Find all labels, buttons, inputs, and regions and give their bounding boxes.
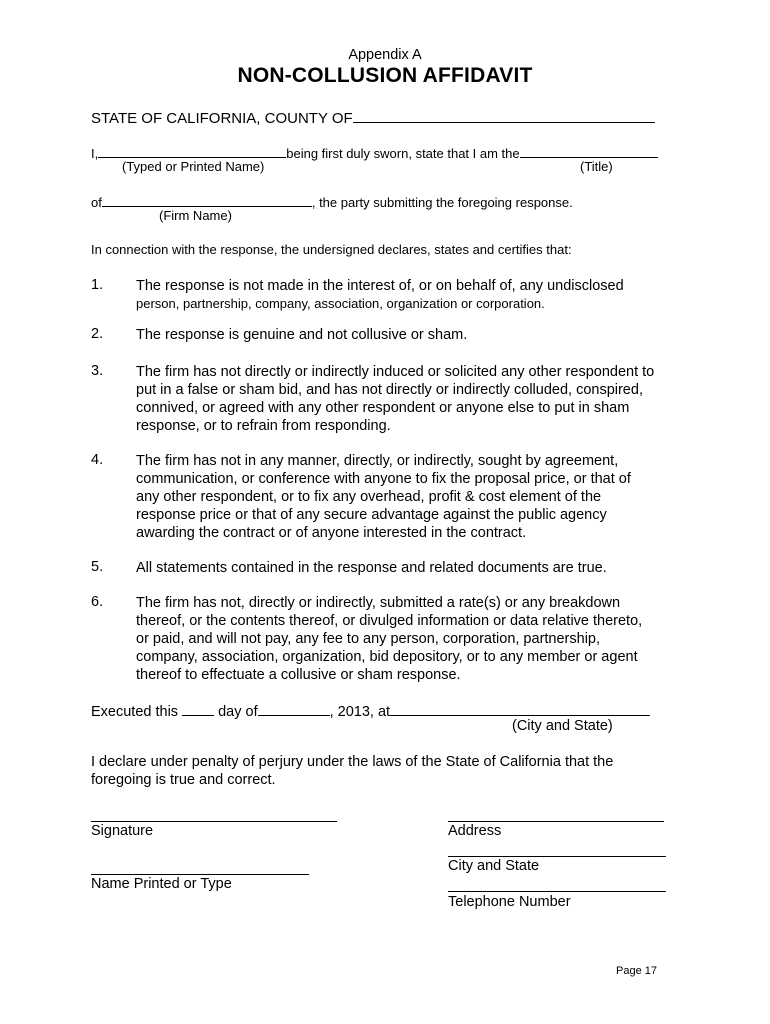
item-line: any other respondent, or to fix any overhead, profit & cost element of the — [136, 489, 602, 505]
city-state-caption: (City and State) — [512, 718, 613, 734]
executed-city-blank[interactable] — [390, 701, 650, 716]
city-state-line[interactable] — [448, 856, 666, 857]
name-caption: (Typed or Printed Name) — [122, 159, 265, 174]
item-line: person, partnership, company, association, organization or corporation. — [136, 296, 545, 311]
page-number: Page 17 — [616, 965, 657, 977]
item-line: communication, or conference with anyone to fix the proposal price, or that of — [136, 471, 631, 487]
firm-blank[interactable] — [102, 192, 312, 207]
item-number: 6. — [91, 594, 104, 610]
item-line: thereof, or the contents thereof, or divulged information or data relative thereto, — [136, 613, 643, 629]
telephone-line[interactable] — [448, 891, 666, 892]
address-line[interactable] — [448, 821, 664, 822]
name-printed-label: Name Printed or Type — [91, 876, 232, 892]
executed-prefix: Executed this — [91, 704, 179, 720]
declaration-line-1: I declare under penalty of perjury under the laws of the State of California that the — [91, 754, 614, 770]
executed-day-of: day of — [218, 704, 258, 720]
list-item — [136, 363, 696, 435]
signature-label: Signature — [91, 823, 154, 839]
list-item — [136, 277, 696, 313]
name-printed-line[interactable] — [91, 874, 309, 875]
telephone-label: Telephone Number — [448, 894, 571, 910]
name-blank[interactable] — [98, 143, 286, 158]
signature-line[interactable] — [91, 821, 337, 822]
item-number: 5. — [91, 559, 104, 575]
item-line: response, or to refrain from responding. — [136, 418, 391, 434]
item-line: response price or that of any secure advantage against the public agency — [136, 507, 607, 523]
item-line: or paid, and will not pay, any fee to any person, corporation, partnership, — [136, 631, 601, 647]
city-state-label: City and State — [448, 858, 540, 874]
item-line: connived, or agreed with any other respondent or anyone else to put in sham — [136, 400, 630, 416]
executed-year-at: , 2013, at — [329, 704, 391, 720]
item-line: put in a false or sham bid, and has not directly or indirectly colluded, conspired, — [136, 382, 643, 398]
item-line: The firm has not directly or indirectly induced or solicited any other respondent to — [136, 364, 655, 380]
title-blank[interactable] — [520, 143, 658, 158]
address-label: Address — [448, 823, 502, 839]
title-caption: (Title) — [580, 159, 613, 174]
list-item — [136, 452, 696, 542]
item-number: 3. — [91, 363, 104, 379]
item-line: awarding the contract or of anyone interested in the contract. — [136, 525, 527, 541]
item-line: The response is not made in the interest of, or on behalf of, any undisclosed — [136, 278, 624, 294]
item-number: 1. — [91, 277, 104, 293]
item-line: The response is genuine and not collusive or sham. — [136, 327, 468, 343]
item-line: The firm has not in any manner, directly, or indirectly, sought by agreement, — [136, 453, 619, 469]
item-number: 2. — [91, 326, 104, 342]
item-line: The firm has not, directly or indirectly, submitted a rate(s) or any breakdown — [136, 595, 621, 611]
item-line: company, association, organization, bid depository, or to any member or agent — [136, 649, 638, 665]
intro-text: In connection with the response, the undersigned declares, states and certifies that: — [91, 242, 572, 257]
item-line: All statements contained in the response and related documents are true. — [136, 560, 607, 576]
of-prefix: of — [91, 195, 102, 210]
county-blank[interactable] — [353, 108, 655, 123]
state-county-label: STATE OF CALIFORNIA, COUNTY OF — [91, 110, 353, 127]
oath-text: being first duly sworn, state that I am the — [286, 146, 520, 161]
firm-party-text: , the party submitting the foregoing response. — [311, 195, 573, 210]
i-prefix: I, — [91, 146, 99, 161]
executed-day-blank[interactable] — [182, 701, 214, 716]
state-county-line — [91, 108, 655, 127]
document-title: NON-COLLUSION AFFIDAVIT — [237, 64, 533, 87]
item-line: thereof to effectuate a collusive or sham response. — [136, 667, 461, 683]
item-number: 4. — [91, 452, 104, 468]
appendix-label: Appendix A — [348, 47, 422, 63]
list-item — [136, 559, 696, 577]
firm-caption: (Firm Name) — [159, 208, 232, 223]
declaration-line-2: foregoing is true and correct. — [91, 772, 276, 788]
list-item — [136, 594, 696, 684]
list-item — [136, 326, 696, 344]
executed-month-blank[interactable] — [258, 701, 330, 716]
